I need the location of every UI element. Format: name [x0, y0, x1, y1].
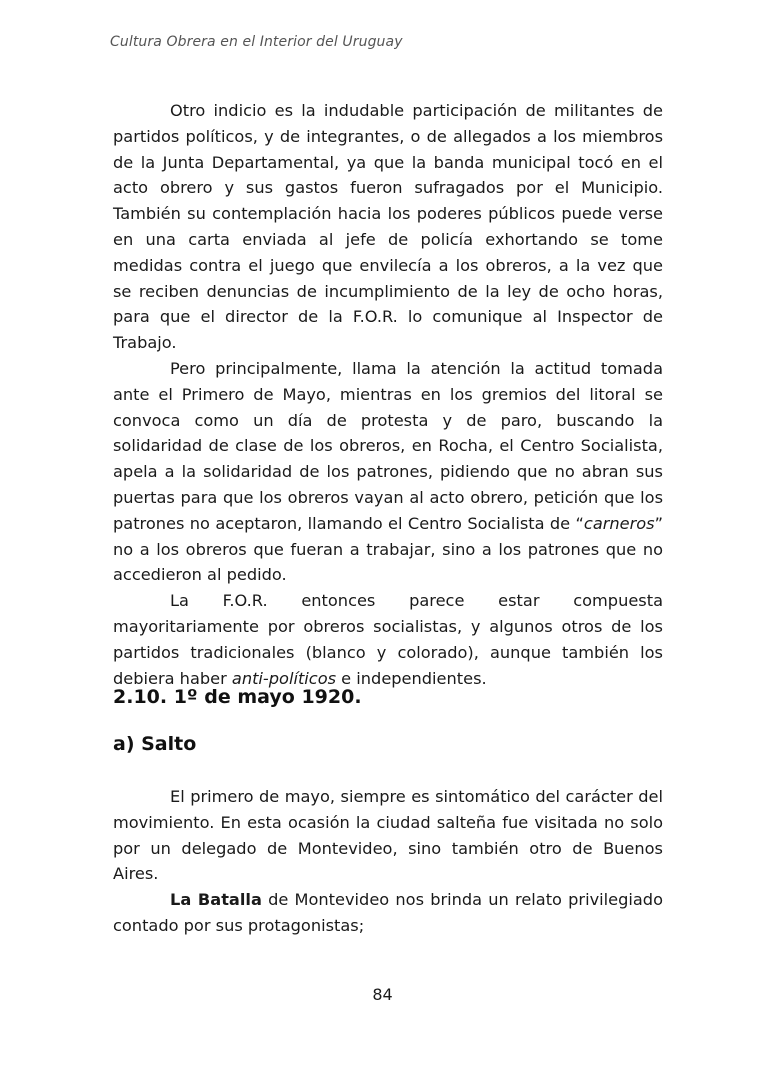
paragraph-text: e independientes.: [336, 668, 487, 688]
page-number: 84: [372, 985, 393, 1004]
italic-term: anti-políticos: [231, 668, 337, 688]
paragraph-text: ” no a los obreros que fueran a trabajar, sino a los patrones que no accedieron al pedido.: [113, 513, 663, 585]
section-heading: 2.10. 1º de mayo 1920.: [113, 686, 362, 708]
body-text-upper: [113, 98, 663, 691]
bold-title: La Batalla: [170, 890, 262, 910]
paragraph-text: de Montevideo nos brinda un relato privilegiado contado por sus protagonistas;: [113, 890, 663, 935]
paragraph-text: Pero principalmente, llama la atención la actitud tomada ante el Primero de Mayo, mientras en los gremios del litoral se convoca como un día de protesta y de paro, buscando la solidaridad de clase de los obreros, en Rocha, el Centro Socialista, apela a la solidaridad de los patrones, pidiendo que no abran sus puertas para que los obreros vayan al acto obrero, petición que los patrones no aceptaron, llamando el Centro Socialista de “: [113, 358, 663, 533]
paragraph: [113, 98, 663, 356]
paragraph: [113, 784, 663, 887]
body-text-lower: [113, 784, 663, 939]
paragraph: [113, 588, 663, 691]
paragraph: [113, 356, 663, 588]
paragraph-text: Otro indicio es la indudable participación de militantes de partidos políticos, y de integrantes, o de allegados a los miembros de la Junta Departamental, ya que la banda municipal tocó en el acto obrero y sus gastos fueron sufragados por el Municipio. También su contemplación hacia los poderes públicos puede verse en una carta enviada al jefe de policía exhortando se tome medidas contra el juego que envilecía a los obreros, a la vez que se reciben denuncias de incumplimiento de la ley de ocho horas, para que el director de la F.O.R. lo comunique al Inspector de Trabajo.: [113, 101, 663, 353]
paragraph-text: El primero de mayo, siempre es sintomático del carácter del movimiento. En esta ocasión la ciudad salteña fue visitada no solo por un delegado de Montevideo, sino también otro de Buenos Aires.: [113, 787, 663, 884]
italic-term: carneros: [583, 513, 655, 533]
running-header: Cultura Obrera en el Interior del Uruguay: [110, 34, 403, 50]
subsection-heading: a) Salto: [113, 733, 197, 755]
paragraph: [113, 887, 663, 939]
paragraph-text: La F.O.R. entonces parece estar compuesta mayoritariamente por obreros socialistas, y algunos otros de los partidos tradicionales (blanco y colorado), aunque también los debiera haber: [113, 591, 663, 688]
